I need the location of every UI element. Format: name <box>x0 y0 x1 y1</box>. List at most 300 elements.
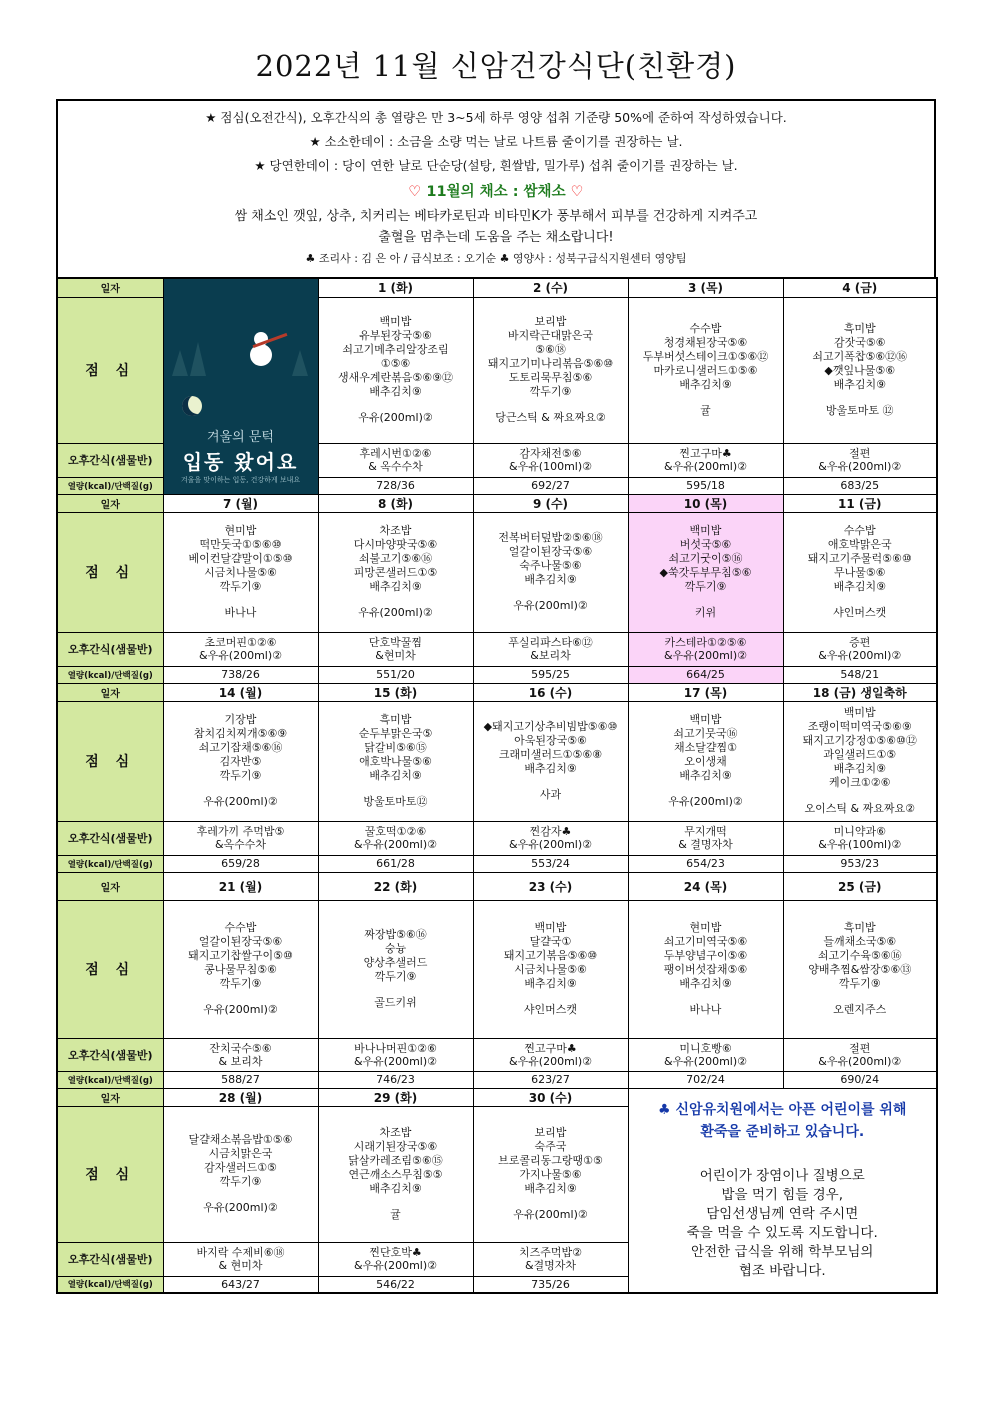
snack-menu <box>628 1038 783 1071</box>
menu-item: 쇠고기굿이⑤⑯ <box>668 552 743 565</box>
menu-table <box>56 277 938 1294</box>
menu-item: 얼갈이된장국⑤⑥ <box>508 545 593 558</box>
tree-icon <box>190 342 206 376</box>
lunch-row <box>57 900 937 1038</box>
menu-item: 깍두기⑨ <box>219 977 262 990</box>
menu-item: 조랭이떡미역국⑤⑥⑨ <box>807 720 912 733</box>
menu-item: 과일샐러드①⑤ <box>823 748 897 761</box>
menu-item: 아욱된장국⑤⑥ <box>514 734 587 747</box>
menu-item: 우유(200ml)② <box>513 1208 588 1221</box>
day-date: 18 (금) 생일축하 <box>783 683 937 701</box>
menu-item: 기장밥 <box>224 713 257 726</box>
menu-spacer <box>784 392 937 404</box>
vegetable-description-1: 쌈 채소인 깻잎, 상추, 치커리는 베타카로틴과 비타민K가 풍부해서 피부를 건강하게 지켜주고 <box>234 209 758 224</box>
snack-menu <box>628 443 783 477</box>
menu-item: 샤인머스캣 <box>523 1003 578 1016</box>
menu-item: 오렌지주스 <box>833 1003 887 1016</box>
menu-spacer <box>474 991 628 1003</box>
menu-item: 돼지고기볶음⑤⑥⑩ <box>503 949 598 962</box>
snack-item: 감자채전⑤⑥ <box>519 447 582 460</box>
menu-item: 사과 <box>539 788 562 801</box>
menu-spacer <box>474 399 628 411</box>
notice-line-2: ★ 소소한데이 : 소금을 소량 먹는 날로 나트륨 줄이기를 권장하는 날. <box>309 134 683 149</box>
porridge-notice <box>628 1088 937 1293</box>
porridge-notice-body <box>629 1167 937 1281</box>
menu-item: 우유(200ml)② <box>668 795 743 808</box>
kcal-row <box>57 855 937 872</box>
menu-item: 수수밥 <box>843 524 876 537</box>
snack-item: 치즈주먹밥② <box>519 1246 582 1259</box>
menu-item: 시금치맑은국 <box>208 1147 273 1160</box>
menu-item: 참치김치찌개⑤⑥⑨ <box>193 727 288 740</box>
notice-box <box>56 99 936 277</box>
menu-item: ◆쑥갓두부무침⑤⑥ <box>659 566 752 579</box>
snack-item: 꿀호떡①②⑥ <box>364 825 427 838</box>
porridge-notice-head-2: 환죽을 준비하고 있습니다. <box>700 1124 865 1141</box>
menu-item: 우유(200ml)② <box>203 1201 278 1214</box>
lunch-menu <box>628 297 783 443</box>
menu-item: 버섯국⑤⑥ <box>679 538 732 551</box>
menu-item: 닭살카레조림⑤⑥⑮ <box>348 1154 443 1167</box>
snack-item: 후레시번①②⑥ <box>359 447 432 460</box>
moon-icon <box>182 396 202 416</box>
day-date: 10 (목) <box>628 494 783 512</box>
snack-item: 절편 <box>849 447 871 460</box>
snack-item: &우유(200ml)② <box>663 460 748 473</box>
kcal-row <box>57 1071 937 1088</box>
menu-item: 콩나물무침⑤⑥ <box>204 963 277 976</box>
kcal-value: 595/25 <box>473 666 628 683</box>
menu-item: 배추김치⑨ <box>369 385 422 398</box>
snack-item: 증편 <box>849 636 871 649</box>
menu-spacer <box>629 392 783 404</box>
menu-item: 귤 <box>700 404 711 417</box>
lunch-menu <box>318 900 473 1038</box>
menu-item: 골드키위 <box>374 996 417 1009</box>
snack-item: &우유(200ml)② <box>663 1054 748 1068</box>
day-date: 21 (월) <box>163 872 318 900</box>
snack-item: 찐감자♣ <box>529 825 572 838</box>
lunch-menu <box>473 297 628 443</box>
menu-item: 숙주나물⑤⑥ <box>519 559 582 572</box>
snack-menu <box>473 1242 628 1276</box>
snack-item: &우유(200ml)② <box>353 1259 438 1272</box>
lunch-menu <box>163 1106 318 1242</box>
menu-spacer <box>319 399 473 411</box>
date-label: 일자 <box>57 1088 163 1106</box>
snack-item: 찐고구마♣ <box>679 447 732 460</box>
snack-menu <box>163 1038 318 1071</box>
kcal-value: 690/24 <box>783 1071 937 1088</box>
porridge-notice-line: 담임선생님께 연락 주시면 <box>706 1206 859 1223</box>
menu-spacer <box>629 783 783 795</box>
day-date: 7 (월) <box>163 494 318 512</box>
staff-line: ♣ 조리사 : 김 은 아 / 급식보조 : 오기순 ♣ 영양사 : 성북구급식지원센터 영양팀 <box>305 252 687 265</box>
menu-item: 양상추샐러드 <box>363 956 428 969</box>
menu-item: 수수밥 <box>689 322 722 335</box>
kcal-value: 664/25 <box>628 666 783 683</box>
snack-item: &보리차 <box>530 649 571 662</box>
menu-spacer <box>629 594 783 606</box>
date-row <box>57 683 937 701</box>
menu-item: 양배추찜&쌈장⑤⑥⑬ <box>808 963 912 976</box>
snack-menu <box>473 443 628 477</box>
day-date: 17 (목) <box>628 683 783 701</box>
menu-item: 우유(200ml)② <box>203 1003 278 1016</box>
menu-item: 브로콜리동그랑땡①⑤ <box>498 1154 603 1167</box>
menu-item: 들깨채소국⑤⑥ <box>823 935 897 948</box>
snack-item: 무지개떡 <box>684 825 727 838</box>
menu-item: 백미밥 <box>843 706 876 719</box>
menu-item: 깍두기⑨ <box>838 977 881 990</box>
lunch-menu <box>163 512 318 632</box>
day-date: 4 (금) <box>783 278 937 297</box>
snack-menu <box>163 632 318 666</box>
lunch-label: 점 심 <box>57 1106 163 1242</box>
menu-item: 돼지고기주물럭⑤⑥⑩ <box>807 552 912 565</box>
kcal-value: 546/22 <box>318 1276 473 1293</box>
snack-item: 찐고구마♣ <box>524 1041 577 1055</box>
menu-item: 쇠불고기⑤⑥⑯ <box>358 552 433 565</box>
menu-item: 보리밥 <box>534 1126 567 1139</box>
snack-label: 오후간식(샘물반) <box>57 821 163 855</box>
menu-item: 유부된장국⑤⑥ <box>359 329 432 342</box>
menu-spacer <box>319 783 473 795</box>
menu-item: 배추김치⑨ <box>679 378 732 391</box>
kcal-value: 683/25 <box>783 477 937 494</box>
notice-line-3: ★ 당연한데이 : 당이 연한 날로 단순당(설탕, 흰쌀밥, 밀가루) 섭취 줄이기를 권장하는 날. <box>254 158 738 173</box>
date-row <box>57 1088 937 1106</box>
menu-item: 배추김치⑨ <box>524 573 577 586</box>
lunch-row <box>57 701 937 821</box>
kcal-value: 661/28 <box>318 855 473 872</box>
snack-item: 찐단호박♣ <box>369 1246 422 1259</box>
kcal-label: 열량(kcal)/단백질(g) <box>57 1071 163 1088</box>
lunch-label: 점 심 <box>57 297 163 443</box>
menu-spacer <box>164 991 318 1003</box>
menu-item: 백미밥 <box>379 315 412 328</box>
kcal-value: 692/27 <box>473 477 628 494</box>
snack-row <box>57 632 937 666</box>
menu-spacer <box>784 594 937 606</box>
date-label: 일자 <box>57 494 163 512</box>
menu-item: 케이크①②⑥ <box>829 776 891 789</box>
snack-menu <box>163 821 318 855</box>
snack-menu <box>783 443 937 477</box>
kcal-value: 654/23 <box>628 855 783 872</box>
menu-item: 떡만둣국①⑤⑥⑩ <box>199 538 282 551</box>
snack-item: 바지락 수제비⑥⑱ <box>196 1246 285 1259</box>
tree-icon <box>172 350 188 376</box>
kcal-value: 553/24 <box>473 855 628 872</box>
kcal-value: 735/26 <box>473 1276 628 1293</box>
day-date: 2 (수) <box>473 278 628 297</box>
snack-menu <box>783 821 937 855</box>
menu-item: 깍두기⑨ <box>219 580 262 593</box>
menu-spacer <box>784 790 937 802</box>
day-date: 25 (금) <box>783 872 937 900</box>
menu-item: 백미밥 <box>534 921 567 934</box>
menu-item: 배추김치⑨ <box>369 1182 422 1195</box>
menu-item: 쇠고기폭찹⑤⑥⑫⑯ <box>812 350 908 363</box>
lunch-menu <box>783 297 937 443</box>
lunch-menu <box>318 701 473 821</box>
snack-item: &우유(200ml)② <box>508 838 593 851</box>
snack-item: & 현미차 <box>218 1259 263 1272</box>
menu-item: 바나나 <box>224 606 257 619</box>
kcal-value: 548/21 <box>783 666 937 683</box>
menu-item: 흑미밥 <box>843 921 876 934</box>
snack-row <box>57 821 937 855</box>
kcal-value: 623/27 <box>473 1071 628 1088</box>
menu-item: ◆깻잎나물⑤⑥ <box>824 364 896 377</box>
vegetable-of-month <box>58 178 934 206</box>
menu-item: 깍두기⑨ <box>219 769 262 782</box>
menu-item: 돼지고기강정①⑤⑥⑩⑫ <box>802 734 917 747</box>
day-date: 24 (목) <box>628 872 783 900</box>
lunch-menu <box>628 701 783 821</box>
menu-item: 바지락근대맑은국 <box>507 329 593 342</box>
lunch-menu <box>163 701 318 821</box>
snack-item: &우유(200ml)② <box>353 1054 438 1068</box>
menu-item: 쇠고기뭇국⑯ <box>673 727 738 740</box>
menu-item: ◆돼지고기상추비빔밥⑤⑥⑩ <box>483 720 618 733</box>
lunch-menu <box>473 701 628 821</box>
menu-item: 김자반⑤ <box>219 755 262 768</box>
menu-item: 베이컨달걀말이①⑤⑩ <box>188 552 293 565</box>
snack-label: 오후간식(샘물반) <box>57 632 163 666</box>
menu-item: 배추김치⑨ <box>833 762 886 775</box>
menu-item: 차조밥 <box>379 1126 412 1139</box>
menu-item: ①⑤⑥ <box>380 357 411 370</box>
kcal-value: 659/28 <box>163 855 318 872</box>
menu-spacer <box>474 587 628 599</box>
menu-item: 백미밥 <box>689 713 722 726</box>
lunch-label: 점 심 <box>57 900 163 1038</box>
lunch-menu <box>628 900 783 1038</box>
menu-item: 현미밥 <box>224 524 257 537</box>
porridge-notice-title <box>629 1099 937 1121</box>
menu-item: 배추김치⑨ <box>524 977 577 990</box>
menu-item: 깍두기⑨ <box>374 970 417 983</box>
snack-item: &우유(200ml)② <box>508 1054 593 1068</box>
day-date: 29 (화) <box>318 1088 473 1106</box>
lunch-menu <box>318 1106 473 1242</box>
menu-item: 우유(200ml)② <box>203 795 278 808</box>
menu-item: 차조밥 <box>379 524 412 537</box>
lunch-menu <box>783 900 937 1038</box>
kcal-value: 746/23 <box>318 1071 473 1088</box>
snack-menu <box>318 821 473 855</box>
day-date: 30 (수) <box>473 1088 628 1106</box>
porridge-notice-line: 안전한 급식을 위해 학부모님의 <box>691 1244 874 1261</box>
snack-item: &우유(200ml)② <box>663 649 748 662</box>
snack-item: &결명자차 <box>524 1259 577 1272</box>
snack-label: 오후간식(샘물반) <box>57 1242 163 1276</box>
menu-item: 채소달걀찜① <box>674 741 737 754</box>
menu-item: 돼지고기미나리볶음⑤⑥⑩ <box>487 357 614 370</box>
kcal-label: 열량(kcal)/단백질(g) <box>57 1276 163 1293</box>
menu-item: 마카로니샐러드①⑤⑥ <box>653 364 758 377</box>
lunch-label: 점 심 <box>57 512 163 632</box>
lunch-menu <box>473 900 628 1038</box>
menu-item: 가지나물⑤⑥ <box>519 1168 582 1181</box>
kcal-row <box>57 666 937 683</box>
snack-item: 바나나머핀①②⑥ <box>354 1041 437 1055</box>
menu-item: 배추김치⑨ <box>679 769 732 782</box>
lunch-menu <box>783 512 937 632</box>
menu-item: 시금치나물⑤⑥ <box>204 566 277 579</box>
snack-item: 단호박꿀찜 <box>368 636 423 649</box>
day-date: 9 (수) <box>473 494 628 512</box>
lunch-menu <box>473 512 628 632</box>
menu-item: 우유(200ml)② <box>358 606 433 619</box>
porridge-notice-line: 어린이가 장염이나 질병으로 <box>699 1168 865 1185</box>
kcal-value: 551/20 <box>318 666 473 683</box>
snack-item: & 보리차 <box>218 1054 263 1068</box>
menu-item: 배추김치⑨ <box>524 762 577 775</box>
heart-icon: ♡ <box>408 184 422 200</box>
menu-item: 샤인머스캣 <box>833 606 887 619</box>
lunch-menu <box>473 1106 628 1242</box>
snack-menu <box>628 632 783 666</box>
snack-item: &우유(100ml)② <box>818 838 902 851</box>
date-label: 일자 <box>57 872 163 900</box>
menu-item: 크래미샐러드①⑤⑥⑧ <box>498 748 603 761</box>
menu-item: 감자샐러드①⑤ <box>204 1161 277 1174</box>
vegetable-description-2: 출혈을 멈추는데 도움을 주는 채소랍니다! <box>378 230 614 245</box>
lunch-menu <box>318 297 473 443</box>
snack-menu <box>318 443 473 477</box>
menu-item: 수수밥 <box>224 921 257 934</box>
poster-image <box>163 278 318 494</box>
menu-item: 쇠고기메추리알장조림 <box>342 343 449 356</box>
menu-item: 생새우계란볶음⑤⑥⑨⑫ <box>338 371 453 384</box>
menu-item: 짜장밥⑤⑥⑯ <box>364 928 427 941</box>
menu-spacer <box>164 1189 318 1201</box>
menu-item: 피망콘샐러드①⑤ <box>353 566 438 579</box>
menu-item: ⑤⑥⑱ <box>535 343 566 356</box>
menu-item: 키위 <box>694 606 717 619</box>
snack-item: 카스테라①②⑤⑥ <box>664 636 747 649</box>
page-title: 2022년 11월 신암건강식단(친환경) <box>255 49 737 83</box>
menu-item: 쇠고기수육⑤⑥⑯ <box>817 949 902 962</box>
menu-item: 당근스틱 & 짜요짜요② <box>495 411 606 424</box>
menu-item: 우유(200ml)② <box>513 599 588 612</box>
menu-item: 숭늉 <box>384 942 407 955</box>
lunch-label: 점 심 <box>57 701 163 821</box>
kcal-value: 728/36 <box>318 477 473 494</box>
menu-spacer <box>629 991 783 1003</box>
snack-label: 오후간식(샘물반) <box>57 443 163 477</box>
snack-row <box>57 1038 937 1071</box>
menu-item: 순두부맑은국⑤ <box>358 727 433 740</box>
kcal-value: 588/27 <box>163 1071 318 1088</box>
menu-item: 팽이버섯잡채⑤⑥ <box>663 963 748 976</box>
menu-spacer <box>164 594 318 606</box>
day-date: 28 (월) <box>163 1088 318 1106</box>
day-date: 11 (금) <box>783 494 937 512</box>
day-date: 22 (화) <box>318 872 473 900</box>
snack-item: &우유(200ml)② <box>818 460 902 473</box>
snack-item: 후레가끼 주먹밥⑤ <box>196 825 285 838</box>
lunch-menu <box>318 512 473 632</box>
snack-item: 잔치국수⑤⑥ <box>209 1041 272 1055</box>
menu-item: 얼갈이된장국⑤⑥ <box>198 935 283 948</box>
lunch-menu <box>163 900 318 1038</box>
kcal-value: 702/24 <box>628 1071 783 1088</box>
snack-menu <box>473 821 628 855</box>
lunch-menu <box>783 701 937 821</box>
menu-item: 시래기된장국⑤⑥ <box>353 1140 438 1153</box>
snack-item: &우유(200ml)② <box>198 649 283 662</box>
day-date: 15 (화) <box>318 683 473 701</box>
snack-label: 오후간식(샘물반) <box>57 1038 163 1071</box>
poster-line-1: 겨울의 문턱 <box>207 430 274 446</box>
tree-icon <box>292 350 308 376</box>
poster-line-3: 겨울을 맞이하는 입동, 건강하게 보내요 <box>180 476 301 485</box>
heart-icon: ♡ <box>570 184 584 200</box>
menu-item: 무나물⑤⑥ <box>833 566 886 579</box>
menu-item: 배추김치⑨ <box>524 1182 577 1195</box>
menu-item: 다시마양팟국⑤⑥ <box>353 538 438 551</box>
snack-menu <box>473 632 628 666</box>
menu-item: 달걀국① <box>529 935 572 948</box>
date-row <box>57 278 937 297</box>
menu-item: 쇠고기잡채⑤⑥⑯ <box>198 741 283 754</box>
menu-spacer <box>319 1196 473 1208</box>
lunch-menu <box>628 512 783 632</box>
day-date: 1 (화) <box>318 278 473 297</box>
day-date: 23 (수) <box>473 872 628 900</box>
menu-item: 애호박나물⑤⑥ <box>359 755 432 768</box>
menu-item: 애호박맑은국 <box>827 538 892 551</box>
vegetable-title: 11월의 채소 : 쌈채소 <box>426 184 566 200</box>
menu-item: 오이생채 <box>684 755 727 768</box>
snack-item: 절편 <box>849 1041 871 1055</box>
porridge-notice-line: 죽을 먹을 수 있도록 지도합니다. <box>686 1225 878 1242</box>
kcal-label: 열량(kcal)/단백질(g) <box>57 855 163 872</box>
menu-item: 흑미밥 <box>843 322 876 335</box>
menu-item: 현미밥 <box>689 921 722 934</box>
menu-item: 깍두기⑨ <box>219 1175 262 1188</box>
menu-item: 배추김치⑨ <box>369 769 422 782</box>
porridge-notice-line: 협조 바랍니다. <box>738 1263 826 1280</box>
menu-item: 숙주국 <box>534 1140 567 1153</box>
snack-item: &우유(200ml)② <box>818 649 902 662</box>
menu-item: 두부버섯스테이크①⑤⑥⑫ <box>642 350 769 363</box>
menu-spacer <box>319 984 473 996</box>
menu-item: 깍두기⑨ <box>529 385 572 398</box>
snack-item: 초코머핀①②⑥ <box>204 636 277 649</box>
menu-item: 감잣국⑤⑥ <box>833 336 886 349</box>
club-icon: ♣ <box>658 1102 671 1119</box>
menu-spacer <box>474 776 628 788</box>
menu-item: 전복버터덮밥②⑤⑥⑱ <box>498 531 603 544</box>
menu-spacer <box>474 1196 628 1208</box>
snack-menu <box>318 1242 473 1276</box>
snack-item: &우유(200ml)② <box>818 1054 902 1068</box>
menu-spacer <box>164 783 318 795</box>
date-row <box>57 494 937 512</box>
menu-item: 배추김치⑨ <box>833 378 886 391</box>
menu-item: 연근깨소스무침⑤⑤ <box>348 1168 443 1181</box>
menu-item: 바나나 <box>689 1003 722 1016</box>
menu-item: 닭갈비⑤⑥⑮ <box>364 741 427 754</box>
snack-menu <box>163 1242 318 1276</box>
menu-spacer <box>319 594 473 606</box>
kcal-label: 열량(kcal)/단백질(g) <box>57 477 163 494</box>
